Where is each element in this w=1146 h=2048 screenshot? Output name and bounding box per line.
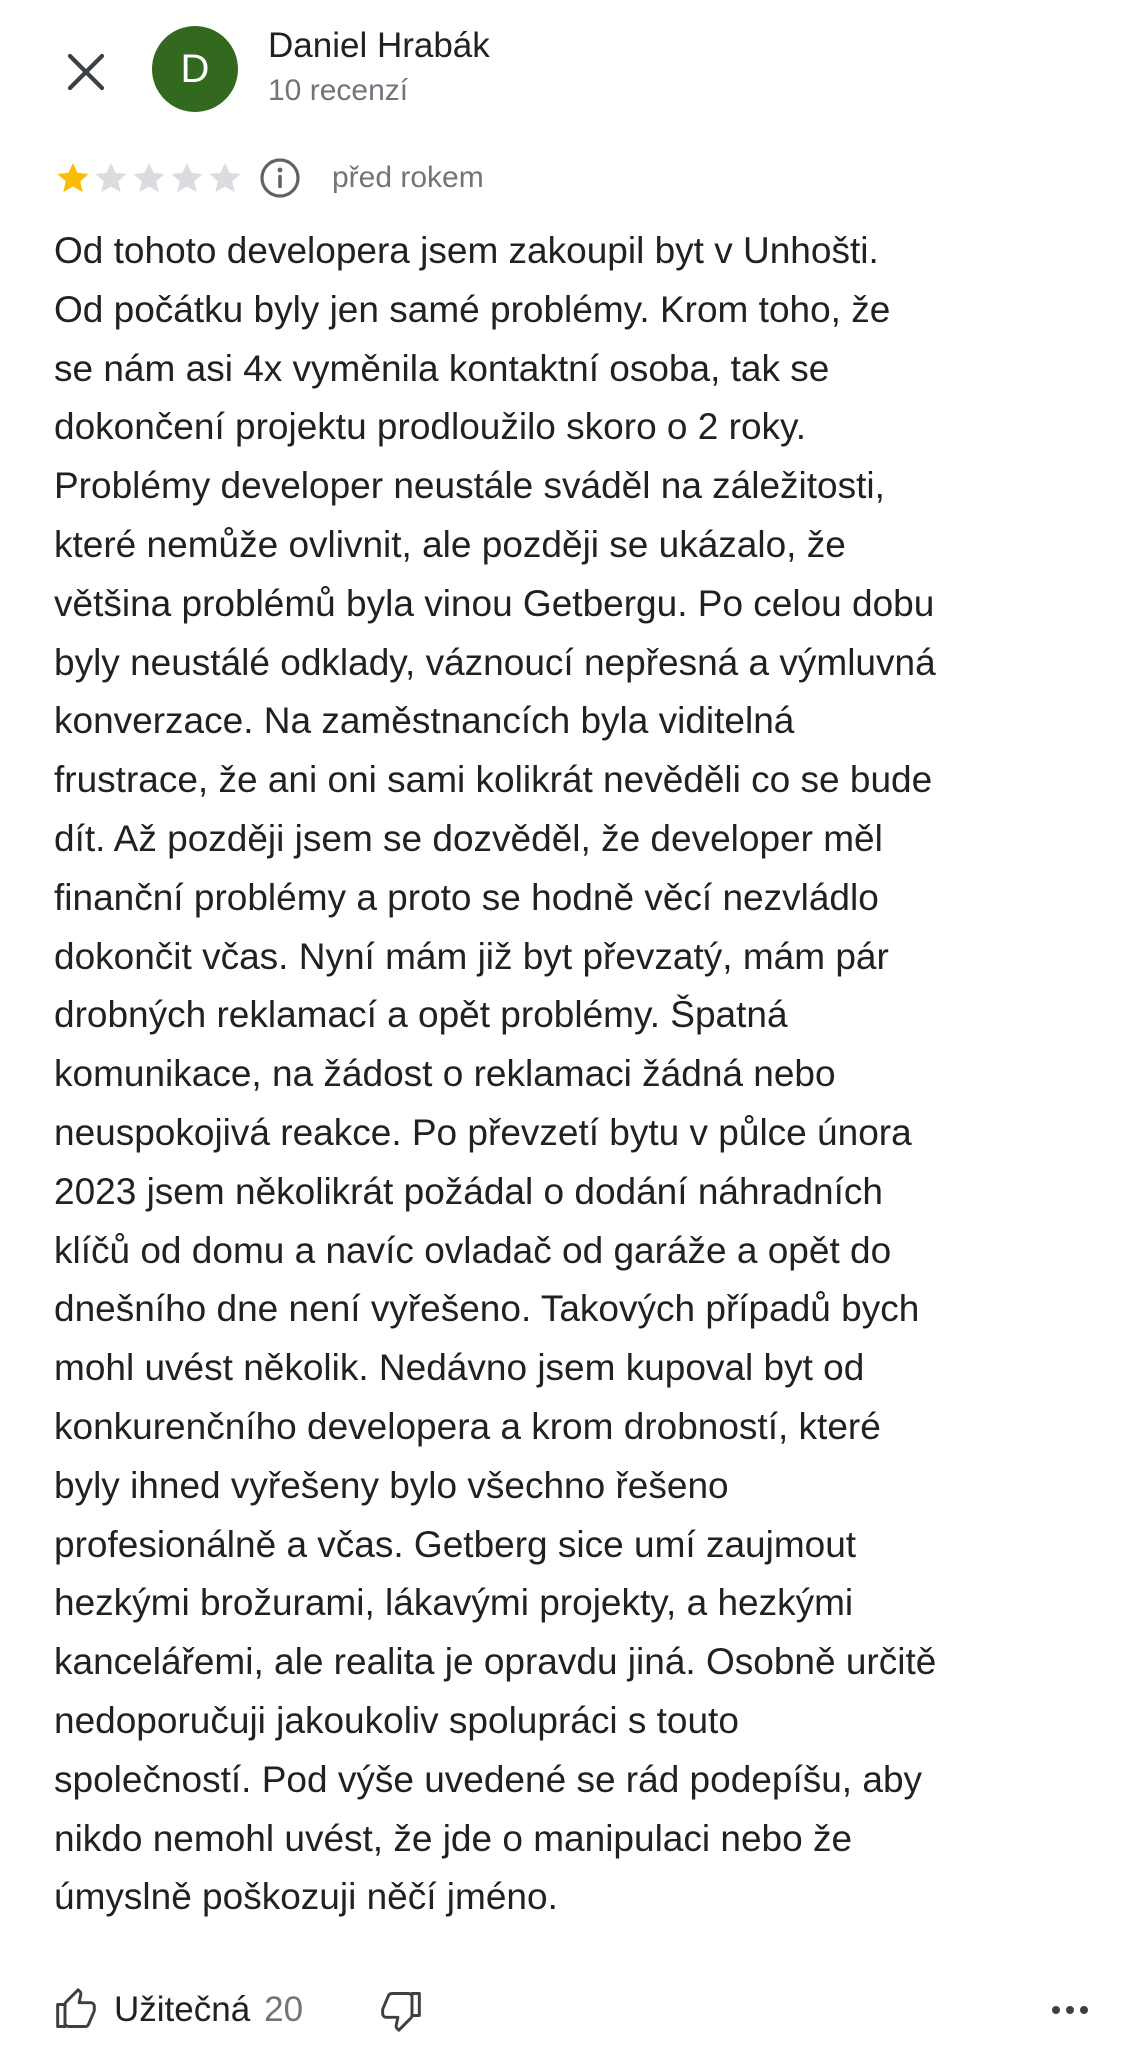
helpful-label: Užitečná — [114, 1990, 251, 2029]
star-rating — [54, 159, 244, 197]
more-horizontal-icon — [1050, 2004, 1090, 2016]
review-line: většina problémů byla vinou Getbergu. Po celou dobu — [54, 582, 935, 624]
thumb-down-icon — [379, 1988, 423, 2032]
helpful-count: 20 — [264, 1990, 304, 2029]
star-filled-icon — [54, 159, 92, 197]
review-line: hezkými brožurami, lákavými projekty, a hezkými — [54, 1582, 854, 1624]
review-line: byly neustálé odklady, váznoucí nepřesná a výmluvná — [54, 641, 936, 683]
review-line: konkurenčního developera a krom drobností, které — [54, 1405, 881, 1447]
review-line: finanční problémy a proto se hodně věcí nezvládlo — [54, 876, 879, 918]
review-line: které nemůže ovlivnit, ale později se ukázalo, že — [54, 523, 846, 565]
review-line: dít. Až později jsem se dozvěděl, že developer měl — [54, 817, 883, 859]
thumb-up-icon — [54, 1988, 98, 2032]
author-review-count: 10 recenzí — [268, 74, 409, 107]
star-empty-icon — [130, 159, 168, 197]
not-helpful-button[interactable] — [379, 1988, 423, 2032]
review-line: úmyslně poškozuji něčí jméno. — [54, 1876, 558, 1918]
review-line: profesionálně a včas. Getberg sice umí zaujmout — [54, 1523, 857, 1565]
review-line: dokončení projektu prodloužilo skoro o 2 roky. — [54, 406, 807, 448]
info-button[interactable] — [258, 156, 302, 200]
review-line: se nám asi 4x vyměnila kontaktní osoba, tak se — [54, 347, 830, 389]
avatar-letter: D — [180, 46, 210, 91]
review-text — [54, 222, 1104, 1927]
review-line: mohl uvést několik. Nedávno jsem kupoval byt od — [54, 1347, 865, 1389]
star-empty-icon — [168, 159, 206, 197]
review-line: Problémy developer neustále sváděl na záležitosti, — [54, 465, 885, 507]
review-line: společností. Pod výše uvedené se rád podepíšu, aby — [54, 1758, 923, 1800]
review-line: Od tohoto developera jsem zakoupil byt v Unhošti. — [54, 230, 879, 271]
info-icon — [259, 157, 301, 199]
review-line: dokončit včas. Nyní mám již byt převzatý, mám pár — [54, 935, 889, 977]
rating-row — [54, 154, 484, 202]
review-line: komunikace, na žádost o reklamaci žádná nebo — [54, 1053, 836, 1095]
close-button[interactable] — [56, 42, 116, 102]
review-actions — [54, 1982, 1094, 2038]
review-line: dnešního dne není vyřešeno. Takových případů bych — [54, 1288, 920, 1330]
review-line: drobných reklamací a opět problémy. Špatná — [54, 994, 788, 1036]
helpful-button[interactable] — [54, 1988, 303, 2032]
close-icon — [66, 52, 106, 92]
review-line: nikdo nemohl uvést, že jde o manipulaci nebo že — [54, 1817, 853, 1859]
review-line: neuspokojivá reakce. Po převzetí bytu v půlce února — [54, 1111, 912, 1153]
review-line: Od počátku byly jen samé problémy. Krom toho, že — [54, 288, 891, 330]
review-time: před rokem — [332, 161, 484, 194]
star-empty-icon — [206, 159, 244, 197]
review-line: frustrace, že ani oni sami kolikrát nevěděli co se bude — [54, 759, 933, 801]
more-options-button[interactable] — [1046, 1990, 1094, 2030]
star-empty-icon — [92, 159, 130, 197]
avatar[interactable] — [152, 26, 238, 112]
review-line: byly ihned vyřešeny bylo všechno řešeno — [54, 1464, 729, 1506]
author-name[interactable]: Daniel Hrabák — [268, 26, 490, 65]
review-line: klíčů od domu a navíc ovladač od garáže a opět do — [54, 1229, 892, 1271]
review-line: konverzace. Na zaměstnancích byla viditelná — [54, 700, 795, 742]
review-line: kancelářemi, ale realita je opravdu jiná. Osobně určitě — [54, 1641, 937, 1683]
review-line: nedoporučuji jakoukoliv spolupráci s touto — [54, 1699, 739, 1741]
review-line: 2023 jsem několikrát požádal o dodání náhradních — [54, 1170, 883, 1212]
